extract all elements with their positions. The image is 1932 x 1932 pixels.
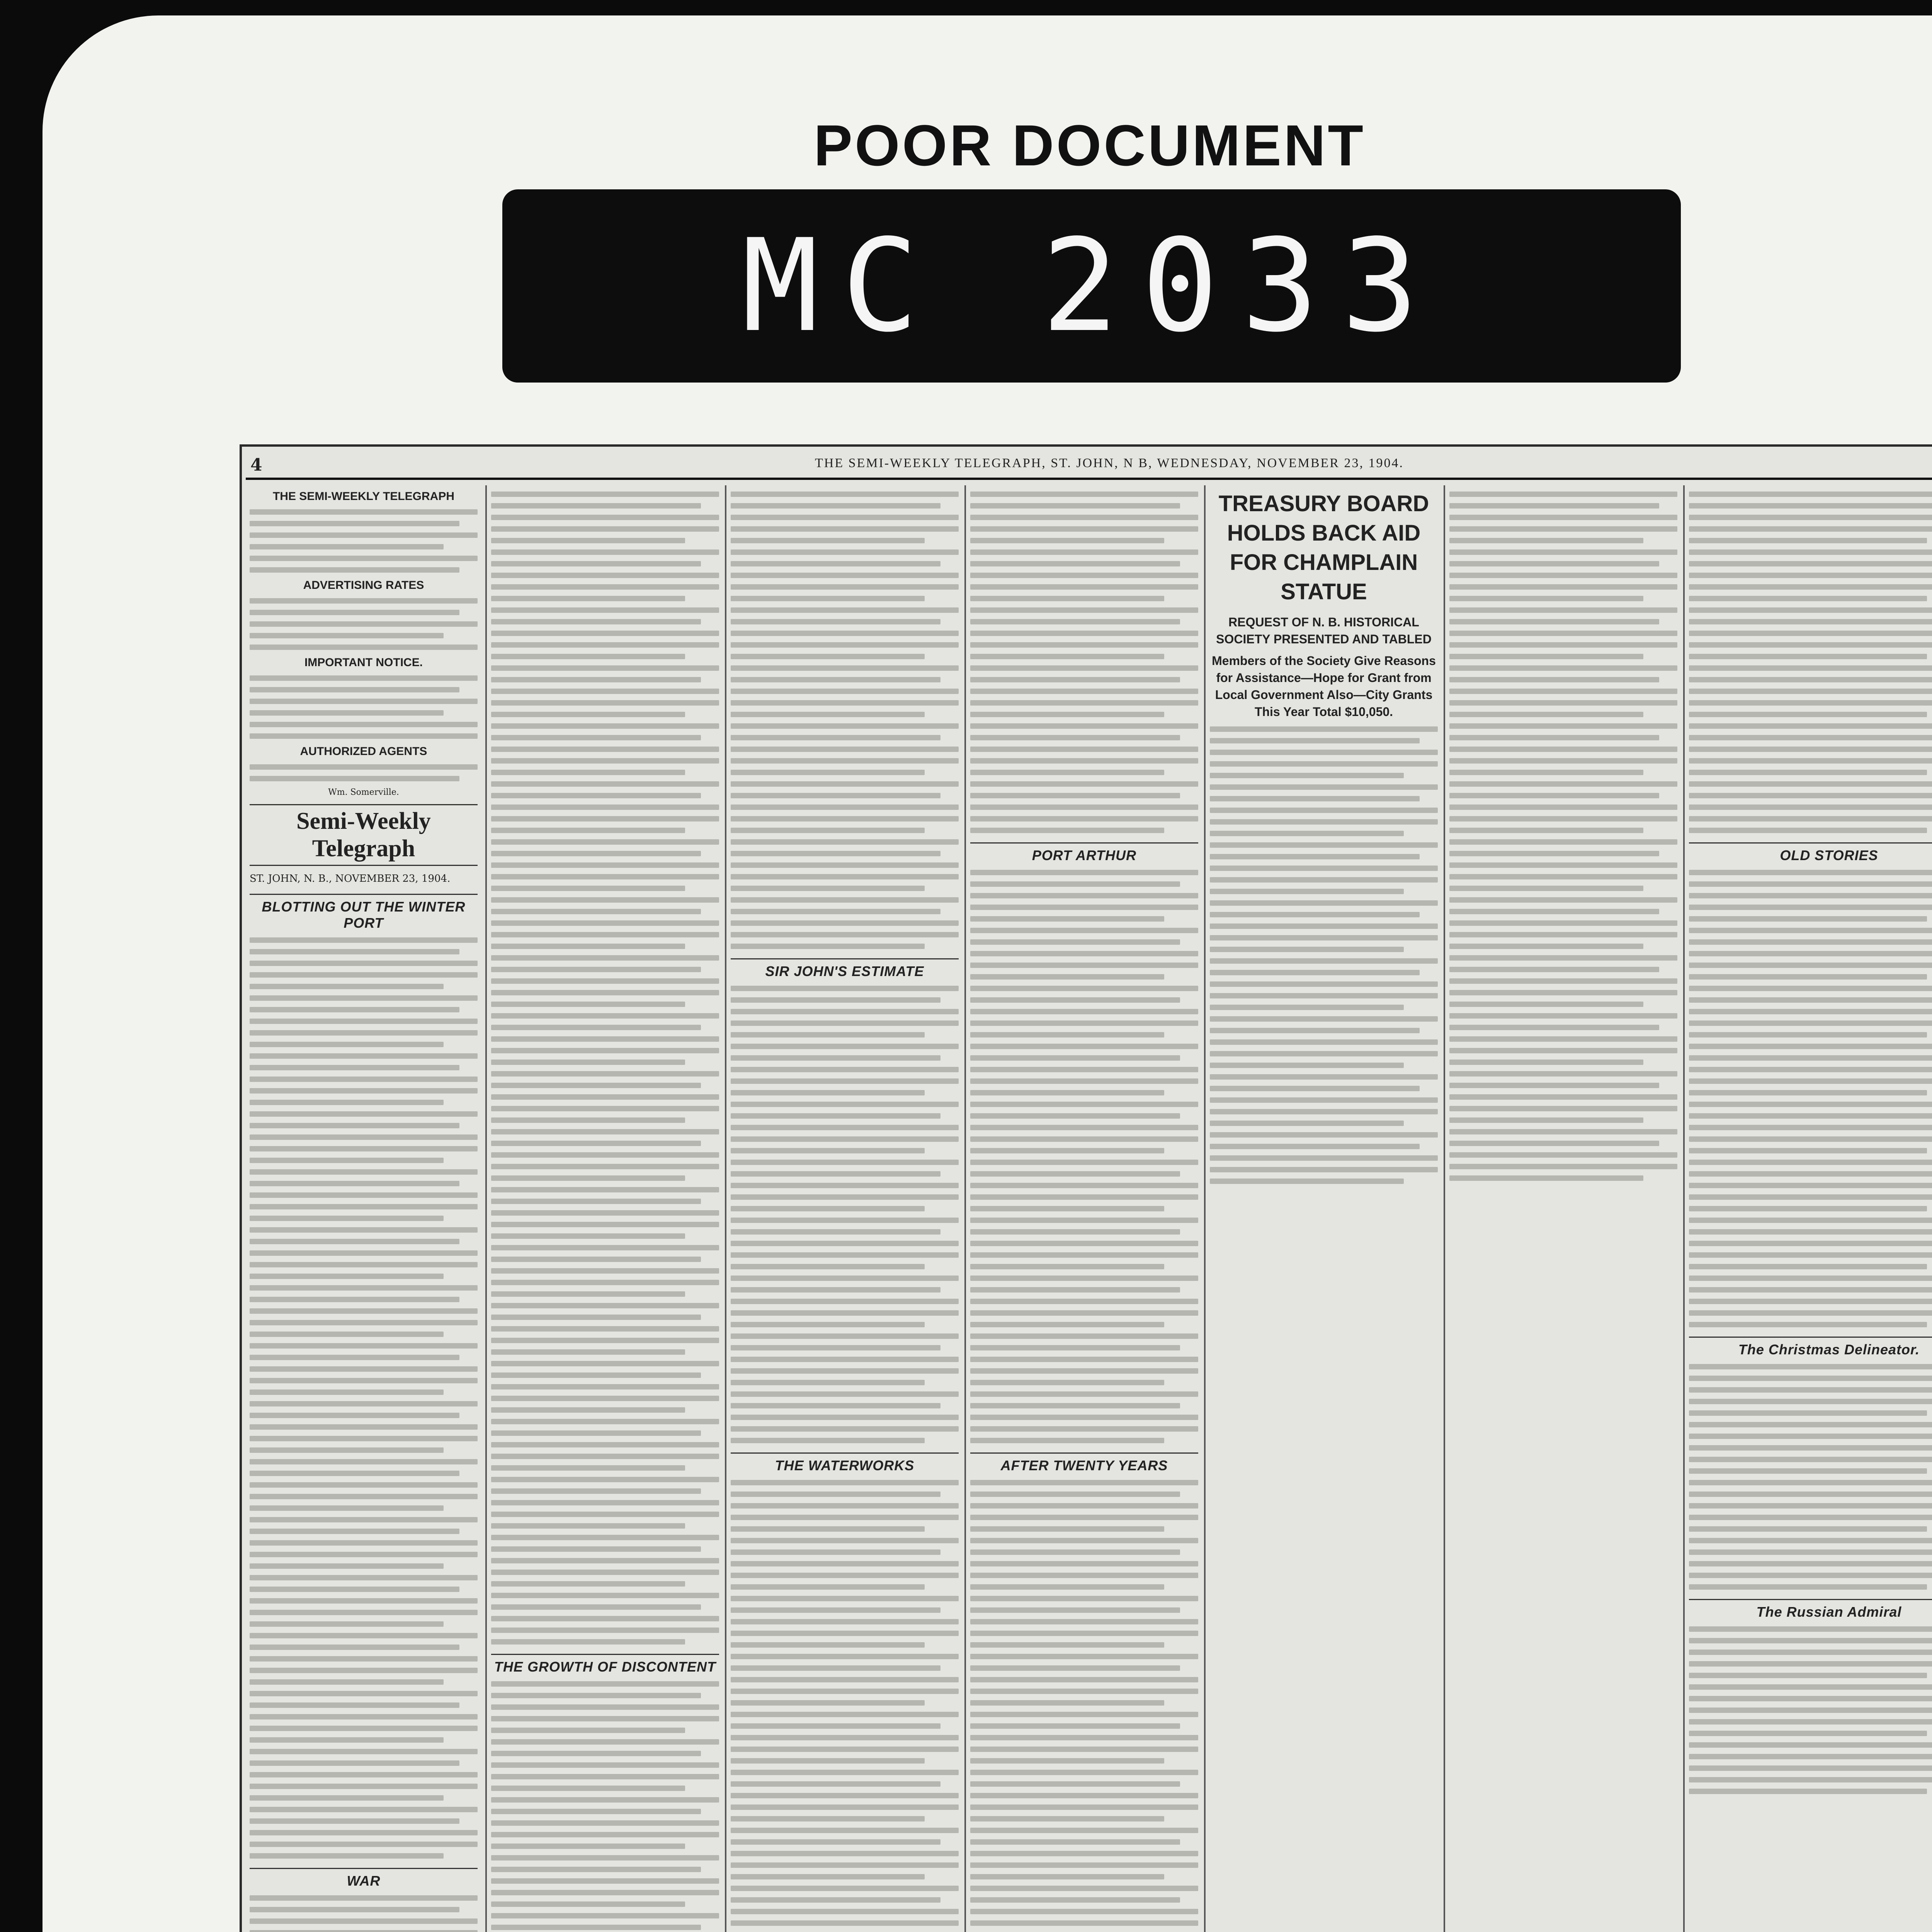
text-block xyxy=(250,675,478,739)
text-block xyxy=(970,492,1198,833)
text-block xyxy=(1689,870,1932,1327)
dateline: ST. JOHN, N. B., NOVEMBER 23, 1904. xyxy=(250,873,451,884)
story-title: AFTER TWENTY YEARS xyxy=(970,1452,1198,1474)
text-block xyxy=(731,986,959,1443)
text-block xyxy=(1689,492,1932,833)
text-block xyxy=(250,937,478,1859)
column-rule xyxy=(485,485,487,1932)
story-title: THE GROWTH OF DISCONTENT xyxy=(491,1654,719,1675)
champlain-story xyxy=(1210,485,1438,1190)
column-2 xyxy=(491,485,719,1932)
masthead-line: THE SEMI-WEEKLY TELEGRAPH, ST. JOHN, N B, WEDNESDAY, NOVEMBER 23, 1904. xyxy=(815,456,1404,470)
masthead xyxy=(246,451,1932,480)
newspaper-page xyxy=(240,444,1932,1932)
notice-heading: IMPORTANT NOTICE. xyxy=(304,656,423,669)
text-block xyxy=(1689,1626,1932,1794)
column-rule xyxy=(1204,485,1206,1932)
story-title: SIR JOHN'S ESTIMATE xyxy=(731,958,959,980)
text-block xyxy=(970,1480,1198,1932)
page-number: 4 xyxy=(250,455,262,475)
column-rule xyxy=(964,485,966,1932)
text-block xyxy=(731,492,959,949)
text-block xyxy=(250,598,478,650)
microfilm-code: MC 2033 xyxy=(742,212,1442,360)
text-block xyxy=(1689,1364,1932,1590)
poor-document-title: POOR DOCUMENT xyxy=(814,113,1366,178)
text-block xyxy=(250,509,478,573)
story-title: OLD STORIES xyxy=(1689,842,1932,864)
story-title: The Christmas Delineator. xyxy=(1689,1337,1932,1358)
text-block xyxy=(491,1681,719,1932)
column-rule xyxy=(725,485,726,1932)
text-block xyxy=(970,870,1198,1443)
agent-name: Wm. Somerville. xyxy=(328,787,399,797)
agents-heading: AUTHORIZED AGENTS xyxy=(300,745,427,758)
column-5 xyxy=(1210,485,1677,1932)
text-block xyxy=(250,1895,478,1932)
nameplate: Semi-Weekly Telegraph xyxy=(250,804,478,866)
text-block xyxy=(731,1480,959,1932)
text-block xyxy=(491,492,719,1645)
story-title: WAR xyxy=(250,1868,478,1889)
story-title: PORT ARTHUR xyxy=(970,842,1198,864)
column-4 xyxy=(970,485,1198,1932)
champlain-story-continued xyxy=(1449,485,1677,1187)
column-3 xyxy=(731,485,959,1932)
column-6 xyxy=(1689,485,1932,1932)
subhead: Members of the Society Give Reasons for Assistance—Hope for Grant from Local Government Also—City Grants This Year Total $10,050. xyxy=(1212,654,1436,719)
text-block xyxy=(250,764,478,781)
paper-heading: THE SEMI-WEEKLY TELEGRAPH xyxy=(272,490,455,503)
story-title: BLOTTING OUT THE WINTER PORT xyxy=(250,894,478,931)
microfilm-label xyxy=(502,189,1681,383)
text-block xyxy=(1210,726,1438,1184)
subhead: REQUEST OF N. B. HISTORICAL SOCIETY PRESENTED AND TABLED xyxy=(1216,615,1432,646)
advertising-heading: ADVERTISING RATES xyxy=(303,579,424,592)
column-rule xyxy=(1683,485,1685,1932)
column-1 xyxy=(250,485,478,1932)
story-title: The Russian Admiral xyxy=(1689,1599,1932,1620)
headline: TREASURY BOARD HOLDS BACK AID FOR CHAMPLAIN STATUE xyxy=(1218,491,1429,604)
text-block xyxy=(1449,492,1677,1181)
story-title: THE WATERWORKS xyxy=(731,1452,959,1474)
